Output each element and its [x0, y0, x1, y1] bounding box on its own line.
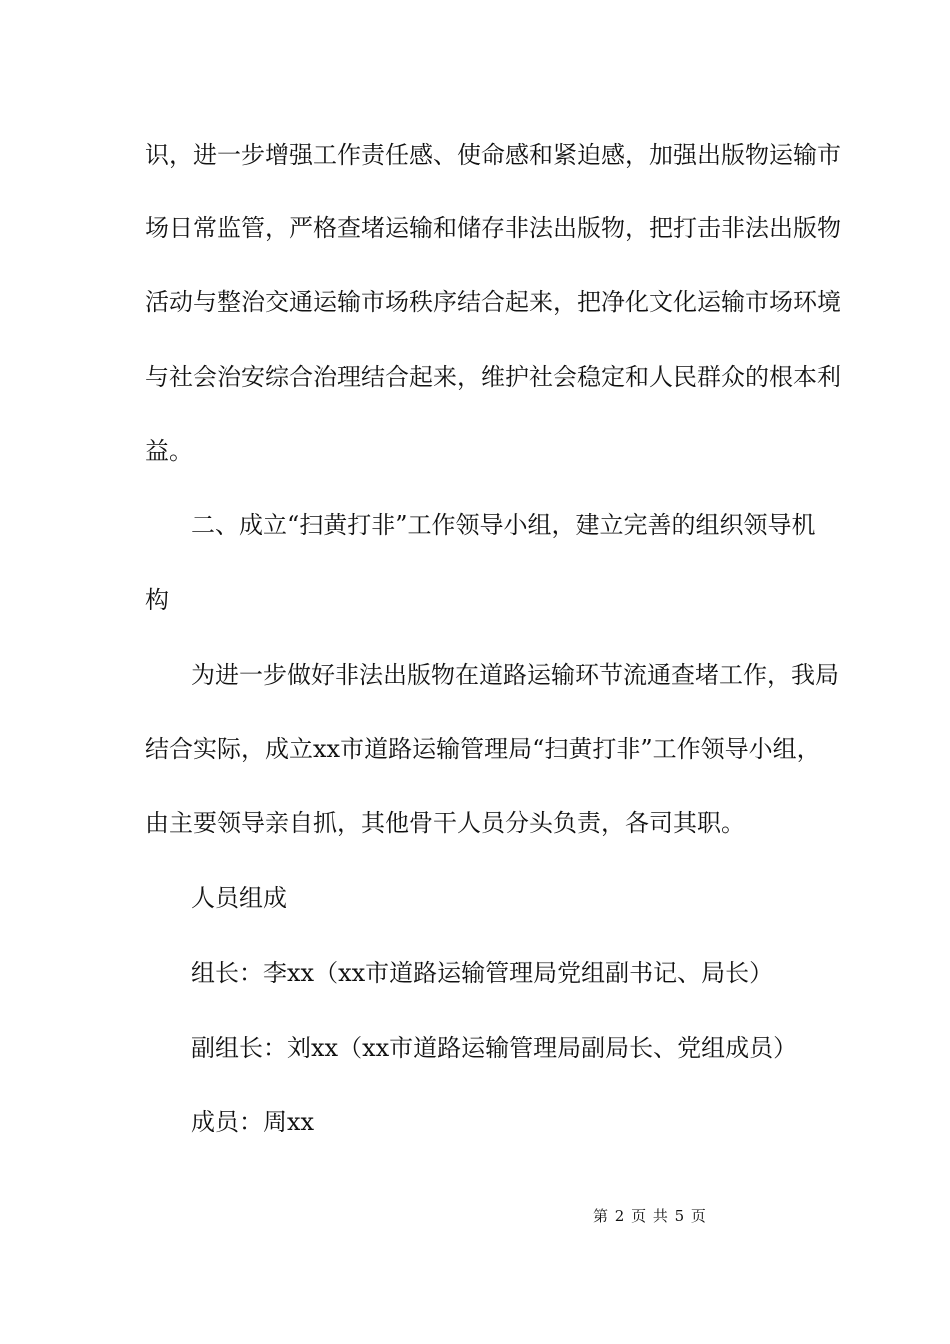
body-text-line: 结合实际，成立xx市道路运输管理局“扫黄打非”工作领导小组，	[145, 735, 821, 763]
members-heading: 人员组成	[191, 884, 287, 912]
members-line: 成员：周xx	[191, 1108, 315, 1136]
section-heading-line: 构	[145, 586, 169, 614]
body-text-line: 识，进一步增强工作责任感、使命感和紧迫感，加强出版物运输市	[145, 141, 841, 169]
body-text-line: 由主要领导亲自抓，其他骨干人员分头负责，各司其职。	[145, 809, 745, 837]
group-leader-line: 组长：李xx（xx市道路运输管理局党组副书记、局长）	[191, 959, 774, 987]
body-text-line: 活动与整治交通运输市场秩序结合起来，把净化文化运输市场环境	[145, 288, 841, 316]
deputy-leader-line: 副组长：刘xx（xx市道路运输管理局副局长、党组成员）	[191, 1034, 798, 1062]
body-text-line: 场日常监管，严格查堵运输和储存非法出版物，把打击非法出版物	[145, 214, 841, 242]
section-heading-line: 二、成立“扫黄打非”工作领导小组，建立完善的组织领导机	[191, 511, 816, 539]
body-text-line: 与社会治安综合治理结合起来，维护社会稳定和人民群众的根本利	[145, 363, 841, 391]
page-number: 第 2 页 共 5 页	[593, 1207, 707, 1225]
body-text-line: 为进一步做好非法出版物在道路运输环节流通查堵工作，我局	[191, 661, 839, 689]
body-text-line: 益。	[145, 437, 193, 465]
